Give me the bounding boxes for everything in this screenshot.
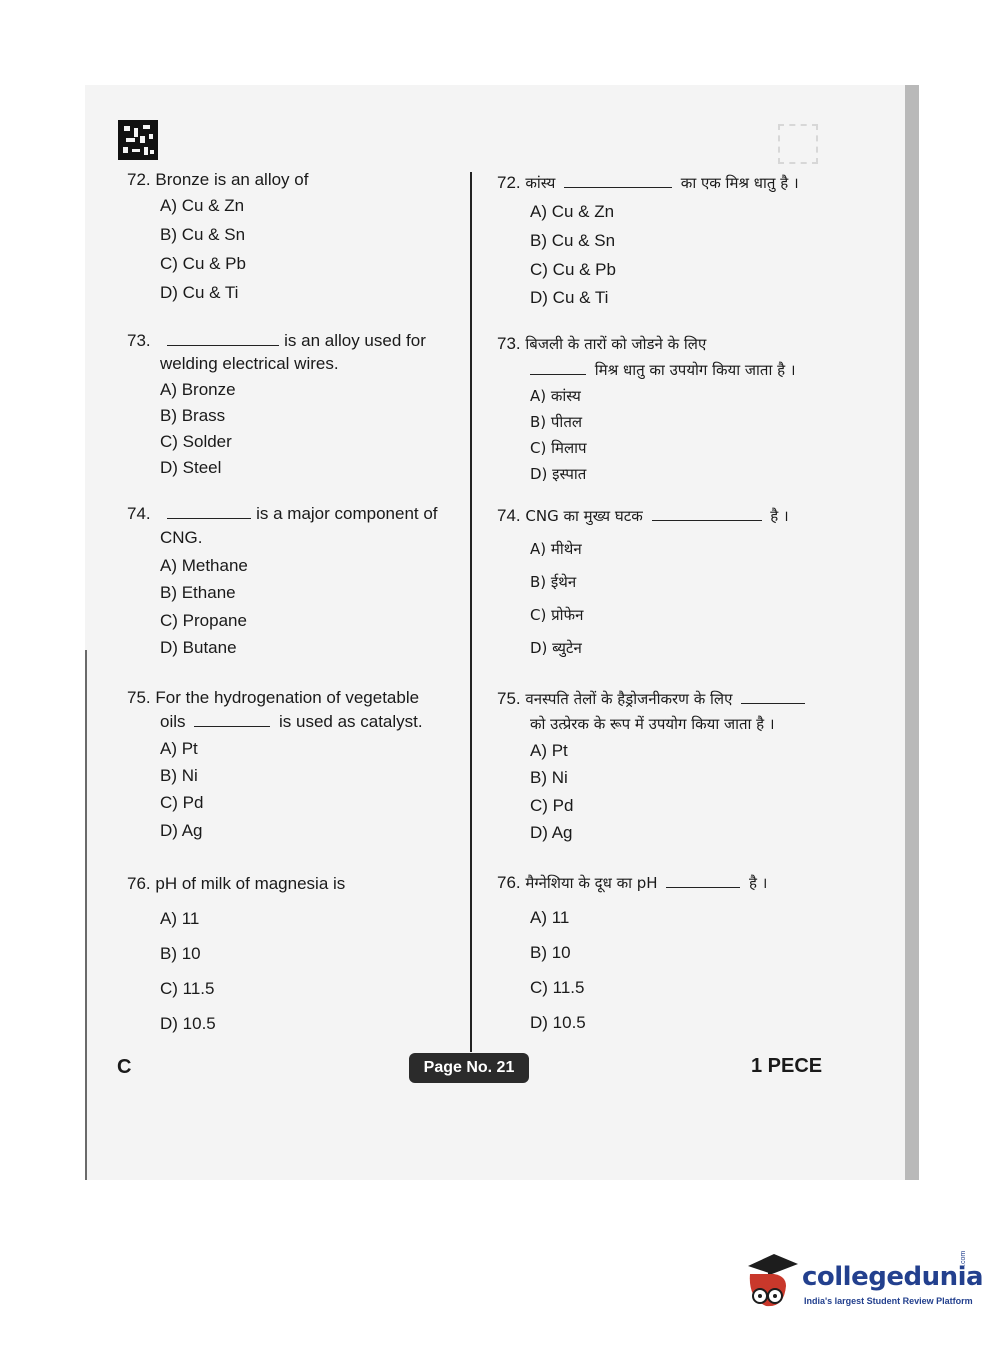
option-a: A) Methane xyxy=(160,556,248,575)
option-d: D) Ag xyxy=(530,823,573,842)
question-73-hi xyxy=(497,334,706,354)
question-73-hi-cont xyxy=(530,360,796,380)
option-c: C) Solder xyxy=(160,432,232,451)
question-number: 75. xyxy=(497,689,521,708)
qr-ghost-mark xyxy=(778,124,818,164)
question-76-hi xyxy=(497,873,767,893)
question-text: For the hydrogenation of vegetable xyxy=(155,688,420,707)
question-text: is an alloy used for xyxy=(284,331,426,350)
option-b: B) Ni xyxy=(530,768,568,787)
option-a: A) 11 xyxy=(160,909,200,928)
mascot-icon xyxy=(744,1252,800,1312)
question-72-en xyxy=(127,170,308,190)
option-a: A) मीथेन xyxy=(530,540,582,558)
option-c: C) Propane xyxy=(160,611,247,630)
scan-edge xyxy=(85,650,87,1180)
option-d: D) Cu & Ti xyxy=(530,288,609,307)
question-number: 73. xyxy=(127,331,151,350)
answer-blank xyxy=(167,344,279,346)
option-c: C) मिलाप xyxy=(530,439,587,457)
option-c: C) Cu & Pb xyxy=(530,260,616,279)
question-text: Bronze is an alloy of xyxy=(155,170,309,189)
logo-wordmark: collegedunia xyxy=(802,1262,984,1292)
question-text: is used as catalyst. xyxy=(278,712,423,731)
option-d: D) Butane xyxy=(160,638,237,657)
question-text: है । xyxy=(749,874,768,892)
scan-shadow xyxy=(905,85,919,1180)
answer-blank xyxy=(564,186,672,188)
question-text: oils xyxy=(160,712,186,731)
option-b: B) 10 xyxy=(530,943,571,962)
logo-domain-suffix: .com xyxy=(960,1250,967,1266)
option-d: D) इस्पात xyxy=(530,465,587,483)
option-a: A) Pt xyxy=(160,739,198,758)
option-c: C) 11.5 xyxy=(530,978,585,997)
option-c: C) Cu & Pb xyxy=(160,254,246,273)
column-divider xyxy=(470,172,472,1052)
option-d: D) Cu & Ti xyxy=(160,283,239,302)
question-76-en xyxy=(127,874,345,894)
question-text: है । xyxy=(770,507,789,525)
option-b: B) Brass xyxy=(160,406,226,425)
qr-code xyxy=(118,120,158,160)
answer-blank xyxy=(652,519,762,521)
question-number: 74. xyxy=(127,504,151,523)
option-c: C) 11.5 xyxy=(160,979,215,998)
answer-blank xyxy=(666,886,740,888)
question-number: 73. xyxy=(497,334,521,353)
page-number-badge: Page No. 21 xyxy=(409,1053,529,1083)
question-text: मैग्नेशिया के दूध का pH xyxy=(525,874,658,892)
option-c: C) Pd xyxy=(160,793,204,812)
question-text: CNG का मुख्य घटक xyxy=(525,507,643,525)
footer-paper-code: 1 PECE xyxy=(751,1055,823,1077)
answer-blank xyxy=(167,517,251,519)
logo-tagline: India's largest Student Review Platform xyxy=(804,1296,973,1306)
question-text: का एक मिश्र धातु है । xyxy=(680,174,799,192)
option-b: B) Cu & Sn xyxy=(530,231,616,250)
question-75-en-cont xyxy=(160,712,423,732)
question-text: वनस्पति तेलों के हैड्रोजनीकरण के लिए xyxy=(525,690,733,708)
option-b: B) Cu & Sn xyxy=(160,225,246,244)
option-b: B) पीतल xyxy=(530,413,583,431)
option-d: D) Ag xyxy=(160,821,203,840)
question-75-en xyxy=(127,688,419,708)
option-b: B) Ethane xyxy=(160,583,236,602)
question-number: 76. xyxy=(497,873,521,892)
question-73-en xyxy=(127,331,426,351)
question-text: बिजली के तारों को जोडने के लिए xyxy=(525,335,707,353)
option-b: B) ईथेन xyxy=(530,573,577,591)
answer-blank xyxy=(530,373,586,375)
option-d: D) ब्युटेन xyxy=(530,639,582,657)
answer-blank xyxy=(194,725,270,727)
question-75-hi-cont: को उत्प्रेरक के रूप में उपयोग किया जाता है । xyxy=(530,715,775,733)
question-number: 72. xyxy=(497,173,521,192)
question-number: 76. xyxy=(127,874,151,893)
question-number: 75. xyxy=(127,688,151,707)
question-74-en-cont: CNG. xyxy=(160,528,203,547)
question-74-hi xyxy=(497,506,789,526)
question-72-hi xyxy=(497,173,799,193)
question-text: कांस्य xyxy=(525,174,556,192)
question-74-en xyxy=(127,504,438,524)
question-text: pH of milk of magnesia is xyxy=(155,874,346,893)
option-c: C) प्रोफेन xyxy=(530,606,584,624)
question-text: is a major component of xyxy=(256,504,438,523)
option-b: B) Ni xyxy=(160,766,198,785)
question-73-en-cont: welding electrical wires. xyxy=(160,354,339,373)
question-number: 72. xyxy=(127,170,151,189)
option-d: D) Steel xyxy=(160,458,222,477)
question-75-hi xyxy=(497,689,805,709)
option-a: A) Bronze xyxy=(160,380,236,399)
option-c: C) Pd xyxy=(530,796,574,815)
question-number: 74. xyxy=(497,506,521,525)
option-a: A) Pt xyxy=(530,741,568,760)
option-a: A) Cu & Zn xyxy=(530,202,615,221)
answer-blank xyxy=(741,702,805,704)
footer-series-code: C xyxy=(117,1056,132,1078)
option-a: A) कांस्य xyxy=(530,387,581,405)
option-b: B) 10 xyxy=(160,944,201,963)
option-a: A) Cu & Zn xyxy=(160,196,245,215)
option-d: D) 10.5 xyxy=(160,1014,216,1033)
question-text: मिश्र धातु का उपयोग किया जाता है । xyxy=(594,361,796,379)
collegedunia-logo xyxy=(744,1250,984,1312)
option-d: D) 10.5 xyxy=(530,1013,586,1032)
option-a: A) 11 xyxy=(530,908,570,927)
